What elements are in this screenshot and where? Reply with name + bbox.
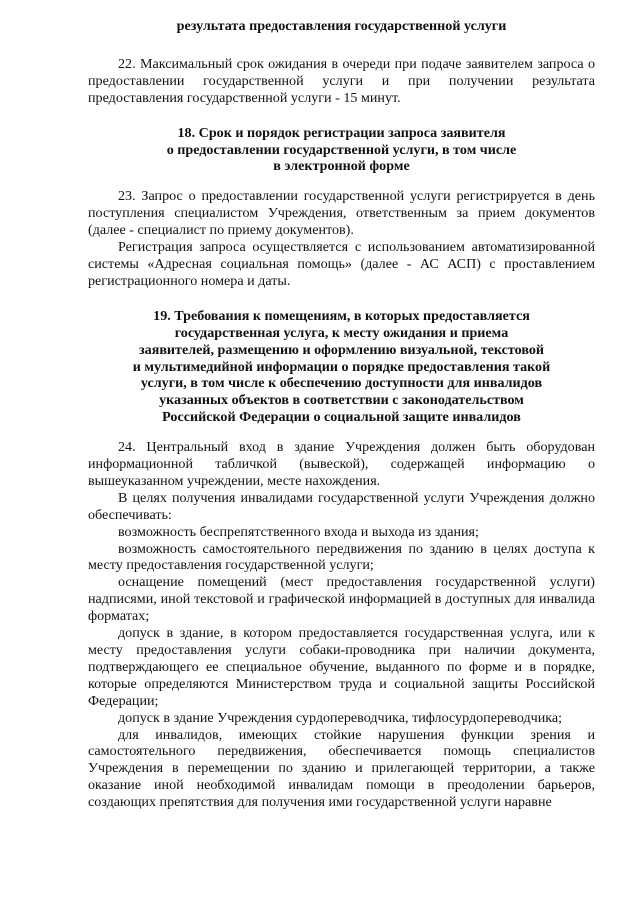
list-item: возможность самостоятельного передвижения по зданию в целях доступа к месту предоставления государственной услуги; — [88, 540, 595, 574]
heading-line: указанных объектов в соответствии с законодательством — [159, 392, 524, 409]
list-item: возможность беспрепятственного входа и выхода из здания; — [118, 523, 479, 540]
paragraph-23: 23. Запрос о предоставлении государственной услуги регистрируется в день поступления специалистом Учреждения, ответственным за прием документов (далее - специалист по приему документов). — [88, 188, 595, 239]
heading-line: государственная услуга, к месту ожидания и приема — [174, 324, 509, 341]
heading-line: о предоставлении государственной услуги, в том числе — [166, 141, 517, 158]
list-item: оснащение помещений (мест предоставления государственной услуги) надписями, иной текстовой и графической информацией в доступных для инвалида форматах; — [88, 574, 595, 625]
heading-line: и мультимедийной информации о порядке предоставления такой — [132, 358, 551, 375]
heading-line: заявителей, размещению и оформлению визуальной, текстовой — [138, 341, 545, 358]
paragraph-24: 24. Центральный вход в здание Учреждения должен быть оборудован информационной табличкой (вывеской), содержащей информацию о вышеуказанном учреждении, месте нахождения. — [88, 439, 595, 489]
paragraph-registration: Регистрация запроса осуществляется с использованием автоматизированной системы «Адресная социальная помощь» (далее - АС АСП) с проставлением регистрационного номера и даты. — [88, 239, 595, 289]
heading-line: услуги, в том числе к обеспечению доступности для инвалидов — [140, 375, 543, 392]
section-19-heading — [88, 308, 595, 426]
heading-line: 19. Требования к помещениям, в которых предоставляется — [153, 307, 530, 324]
heading-line: в электронной форме — [273, 158, 410, 175]
list-item: допуск в здание, в котором предоставляется государственная услуга, или к месту предоставления услуги собаки-проводника при наличии документа, подтверждающего ее специальное обучение, выданного по форме и в порядке, которые определяются Министерством труда и социальной защиты Российской Федерации; — [88, 625, 595, 709]
document-page — [88, 18, 595, 811]
list-item: допуск в здание Учреждения сурдопереводчика, тифлосурдопереводчика; — [118, 709, 563, 726]
section-18-heading — [88, 125, 595, 176]
list-item: для инвалидов, имеющих стойкие нарушения функции зрения и самостоятельного передвижения, обеспечивается помощь специалистов Учреждения в перемещении по зданию и прилегающей территории, а также оказание иной необходимой инвалидам помощи в преодолении барьеров, создающих препятствия для получения ими государственной услуги наравне — [88, 726, 595, 811]
paragraph-22: 22. Максимальный срок ожидания в очереди при подаче заявителем запроса о предоставлении государственной услуги и при получении результата предоставления государственной услуги - 15 минут. — [88, 55, 595, 106]
continued-heading: результата предоставления государственной услуги — [176, 18, 507, 34]
heading-line: Российской Федерации о социальной защите инвалидов — [162, 409, 521, 426]
heading-line: 18. Срок и порядок регистрации запроса заявителя — [177, 124, 506, 141]
paragraph: В целях получения инвалидами государственной услуги Учреждения должно обеспечивать: — [88, 489, 595, 523]
